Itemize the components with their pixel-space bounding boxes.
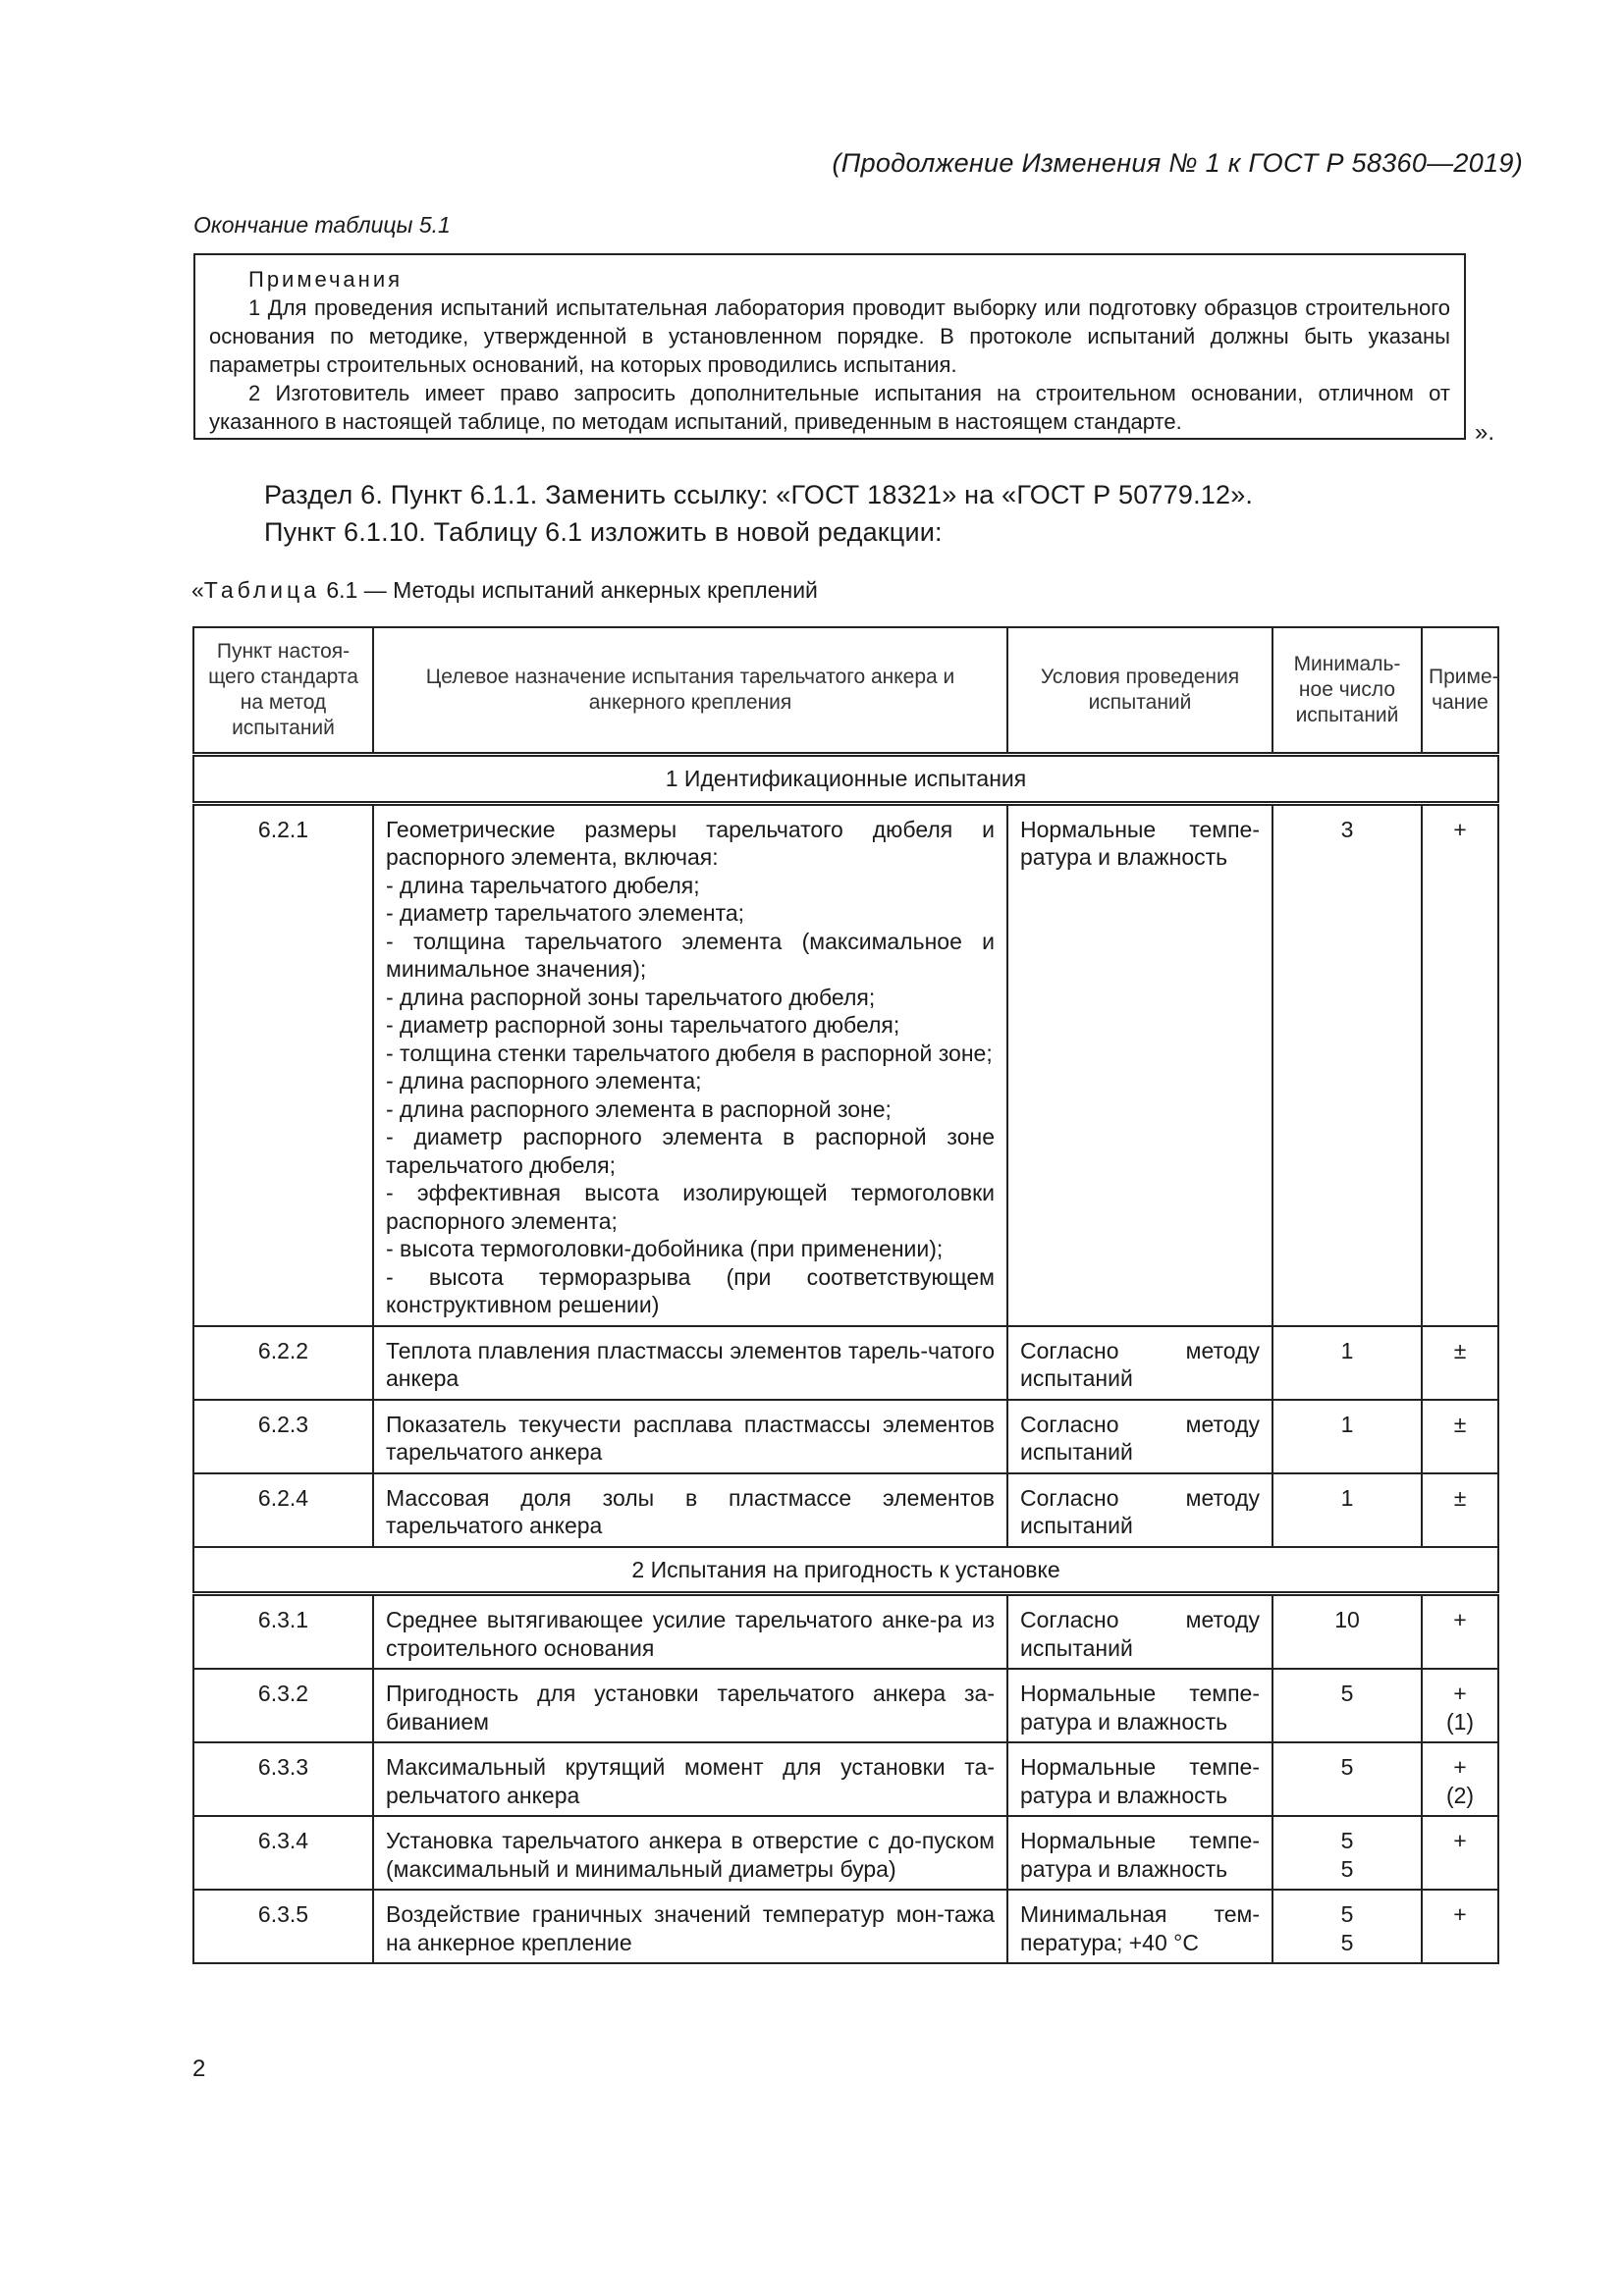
table-row	[193, 1890, 1498, 1963]
cell-note	[1422, 1890, 1498, 1963]
table-end-caption: Окончание таблицы 5.1	[193, 212, 451, 238]
cell-item: 6.3.2	[193, 1669, 373, 1742]
cell-min-count	[1272, 1890, 1422, 1963]
header-purpose: Целевое назначение испытания тарельчатого анкера и анкерного крепления	[373, 627, 1007, 755]
table-row	[193, 1400, 1498, 1473]
cell-conditions: Нормальные темпе-ратура и влажность	[1007, 1742, 1272, 1816]
note-line: +	[1453, 1607, 1467, 1632]
cell-note	[1422, 1473, 1498, 1547]
table-row	[193, 1742, 1498, 1816]
cell-min-count	[1272, 1742, 1422, 1816]
cell-note	[1422, 1400, 1498, 1473]
cell-item: 6.3.5	[193, 1890, 373, 1963]
header-conditions: Условия проведения испытаний	[1007, 627, 1272, 755]
cell-note	[1422, 1816, 1498, 1890]
note-line: ±	[1453, 1484, 1467, 1511]
section-title: 1 Идентификационные испытания	[193, 755, 1498, 804]
purpose-line: - длина распорного элемента в распорной зоне;	[386, 1095, 892, 1122]
min-count-line: 5	[1340, 1929, 1354, 1955]
note-item: 1 Для проведения испытаний испытательная лаборатория проводит выборку или подготовку образцов строительного основания по методике, утвержденной в установленном порядке. В протоколе испытаний должны быть указаны параметры строительных оснований, на которых проводились испытания.	[209, 295, 1450, 377]
section-title: 2 Испытания на пригодность к установке	[193, 1547, 1498, 1594]
cell-item: 6.2.2	[193, 1326, 373, 1400]
note-item: 2 Изготовитель имеет право запросить дополнительные испытания на строительном основании, отличном от указанного в настоящей таблице, по методам испытаний, приведенным в настоящем стандарте.	[209, 381, 1450, 434]
table-row	[193, 1326, 1498, 1400]
running-header: (Продолжение Изменения № 1 к ГОСТ Р 58360—2019)	[832, 148, 1523, 178]
cell-note	[1422, 1669, 1498, 1742]
cell-item: 6.2.1	[193, 803, 373, 1326]
purpose-line: - диаметр распорной зоны тарельчатого дюбеля;	[386, 1012, 900, 1038]
note-line: (1)	[1445, 1708, 1475, 1735]
purpose-line: - эффективная высота изолирующей термоголовки распорного элемента;	[386, 1180, 995, 1234]
table-row	[193, 1669, 1498, 1742]
cell-conditions: Согласно методу испытаний	[1007, 1473, 1272, 1547]
note-line: +	[1453, 1681, 1467, 1706]
table-title-rest: 6.1 — Методы испытаний анкерных креплений	[319, 577, 818, 603]
closing-quote: ».	[1475, 419, 1495, 446]
section-row	[193, 755, 1498, 804]
cell-note	[1422, 1326, 1498, 1400]
cell-conditions: Нормальные темпе-ратура и влажность	[1007, 803, 1272, 1326]
header-min-count: Минималь-ное число испытаний	[1272, 627, 1422, 755]
cell-note	[1422, 1594, 1498, 1670]
note-line: +	[1453, 1828, 1467, 1853]
purpose-line: - диаметр распорного элемента в распорной зоне тарельчатого дюбеля;	[386, 1124, 995, 1178]
note-line: ±	[1453, 1337, 1467, 1363]
table-title-word: Таблица	[203, 577, 320, 603]
cell-min-count	[1272, 1400, 1422, 1473]
amendment-line: Раздел 6. Пункт 6.1.1. Заменить ссылку: «ГОСТ 18321» на «ГОСТ Р 50779.12».	[264, 480, 1254, 509]
cell-min-count	[1272, 1326, 1422, 1400]
section-row	[193, 1547, 1498, 1594]
cell-note	[1422, 1742, 1498, 1816]
cell-conditions: Минимальная тем-пература; +40 °С	[1007, 1890, 1272, 1963]
cell-item: 6.2.4	[193, 1473, 373, 1547]
cell-purpose	[373, 1473, 1007, 1547]
cell-purpose	[373, 1742, 1007, 1816]
min-count-line: 5	[1340, 1901, 1354, 1927]
purpose-line: - длина распорного элемента;	[386, 1068, 702, 1094]
cell-item: 6.2.3	[193, 1400, 373, 1473]
note-line: +	[1453, 816, 1467, 842]
note-line: (2)	[1445, 1782, 1475, 1808]
cell-item: 6.3.4	[193, 1816, 373, 1890]
table-title	[191, 577, 818, 604]
purpose-line: - толщина тарельчатого элемента (максимальное и минимальное значения);	[386, 928, 995, 982]
purpose-line: Геометрические размеры тарельчатого дюбеля и распорного элемента, включая:	[386, 816, 995, 870]
purpose-line: Воздействие граничных значений температур мон-тажа на анкерное крепление	[386, 1901, 995, 1955]
note-line: ±	[1453, 1411, 1467, 1437]
cell-purpose	[373, 803, 1007, 1326]
cell-conditions: Согласно методу испытаний	[1007, 1326, 1272, 1400]
purpose-line: Теплота плавления пластмассы элементов тарель-чатого анкера	[386, 1337, 995, 1391]
purpose-line: - диаметр тарельчатого элемента;	[386, 900, 745, 926]
cell-min-count	[1272, 1473, 1422, 1547]
min-count-line: 1	[1340, 1337, 1354, 1363]
header-item: Пункт настоя-щего стандарта на метод испытаний	[193, 627, 373, 755]
table-title-prefix: «	[191, 577, 204, 603]
min-count-line: 1	[1340, 1411, 1354, 1437]
note-line: +	[1453, 1754, 1467, 1780]
min-count-line: 5	[1340, 1754, 1354, 1780]
purpose-line: Среднее вытягивающее усилие тарельчатого анке-ра из строительного основания	[386, 1607, 995, 1661]
cell-min-count	[1272, 1816, 1422, 1890]
page-number: 2	[192, 2056, 206, 2082]
cell-min-count	[1272, 1669, 1422, 1742]
table-row	[193, 1473, 1498, 1547]
cell-min-count	[1272, 803, 1422, 1326]
amendment-line: Пункт 6.1.10. Таблицу 6.1 изложить в новой редакции:	[264, 517, 943, 547]
table-body	[193, 755, 1498, 1964]
purpose-line: - длина тарельчатого дюбеля;	[386, 872, 700, 898]
cell-item: 6.3.3	[193, 1742, 373, 1816]
min-count-line: 1	[1340, 1484, 1354, 1511]
purpose-line: Массовая доля золы в пластмассе элементов тарельчатого анкера	[386, 1484, 995, 1538]
min-count-line: 5	[1340, 1681, 1354, 1706]
purpose-line: - высота термоголовки-добойника (при применении);	[386, 1236, 944, 1261]
min-count-line: 5	[1340, 1828, 1354, 1853]
cell-purpose	[373, 1400, 1007, 1473]
table-header-row	[193, 627, 1498, 755]
header-note: Приме-чание	[1422, 627, 1498, 755]
purpose-line: Установка тарельчатого анкера в отверстие с до-пуском (максимальный и минимальный диаметры бура)	[386, 1828, 995, 1882]
purpose-line: - высота терморазрыва (при соответствующем конструктивном решении)	[386, 1263, 995, 1317]
purpose-line: Пригодность для установки тарельчатого анкера за-биванием	[386, 1681, 995, 1735]
cell-conditions: Согласно методу испытаний	[1007, 1400, 1272, 1473]
methods-table	[192, 626, 1499, 1964]
note-line: +	[1453, 1901, 1467, 1927]
table-row	[193, 803, 1498, 1326]
cell-purpose	[373, 1326, 1007, 1400]
cell-purpose	[373, 1890, 1007, 1963]
min-count-line: 10	[1334, 1607, 1360, 1632]
cell-note	[1422, 803, 1498, 1326]
cell-purpose	[373, 1594, 1007, 1670]
cell-purpose	[373, 1816, 1007, 1890]
min-count-line: 5	[1340, 1855, 1354, 1882]
min-count-line: 3	[1340, 816, 1354, 842]
cell-item: 6.3.1	[193, 1594, 373, 1670]
cell-conditions: Согласно методу испытаний	[1007, 1594, 1272, 1670]
purpose-line: - длина распорной зоны тарельчатого дюбеля;	[386, 984, 876, 1010]
notes-box	[193, 253, 1466, 440]
table-row	[193, 1594, 1498, 1670]
notes-title: Примечания	[248, 267, 404, 292]
purpose-line: Показатель текучести расплава пластмассы элементов тарельчатого анкера	[386, 1411, 995, 1465]
cell-purpose	[373, 1669, 1007, 1742]
table-row	[193, 1816, 1498, 1890]
cell-conditions: Нормальные темпе-ратура и влажность	[1007, 1816, 1272, 1890]
cell-min-count	[1272, 1594, 1422, 1670]
cell-conditions: Нормальные темпе-ратура и влажность	[1007, 1669, 1272, 1742]
purpose-line: - толщина стенки тарельчатого дюбеля в распорной зоне;	[386, 1040, 993, 1066]
purpose-line: Максимальный крутящий момент для установки та-рельчатого анкера	[386, 1754, 995, 1808]
